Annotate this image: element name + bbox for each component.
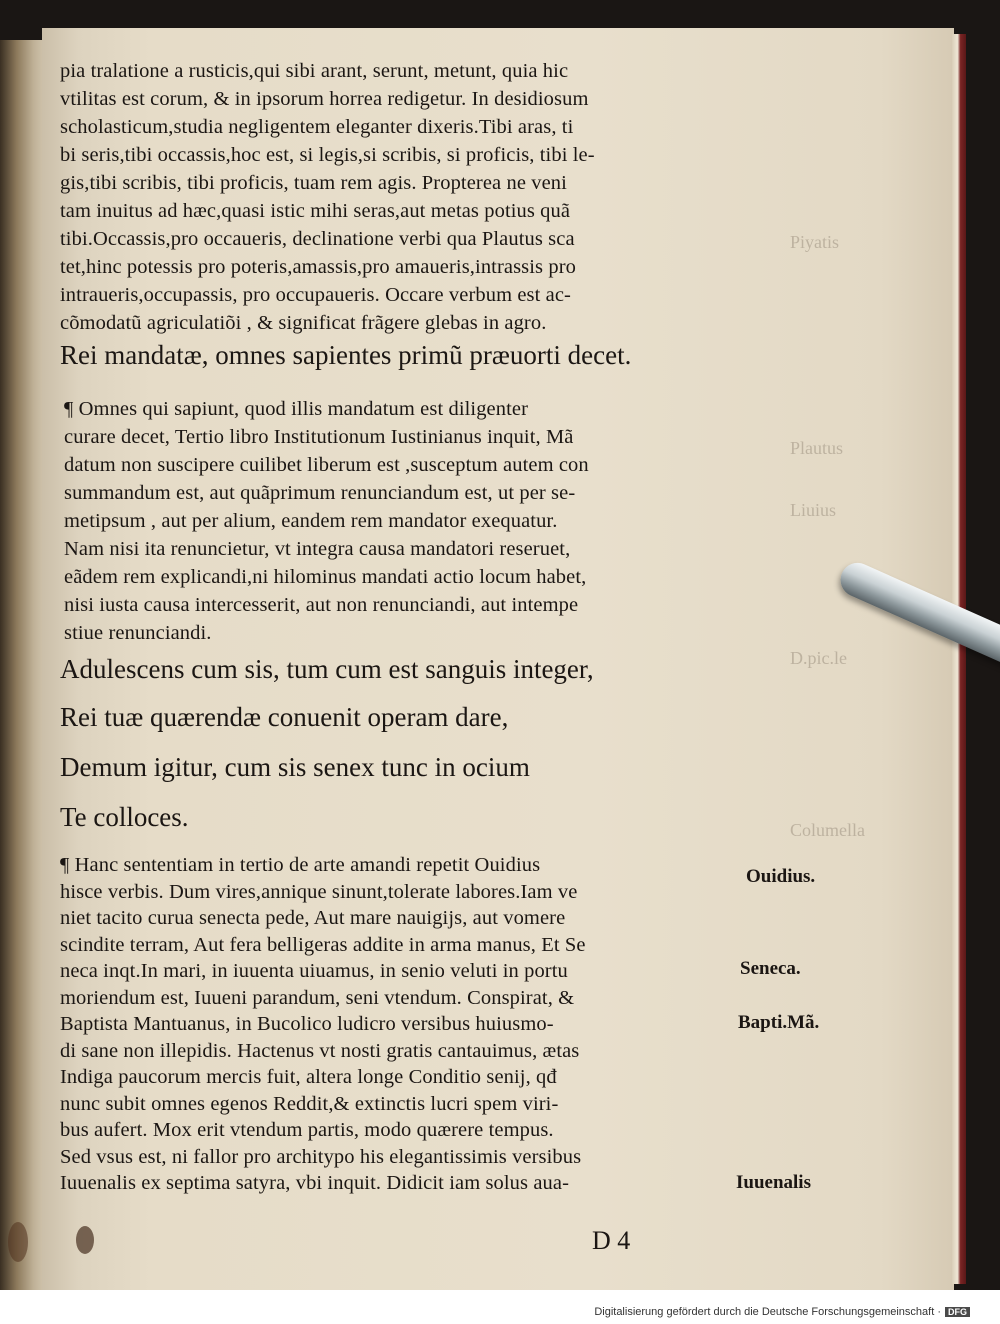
text-line: hisce verbis. Dum vires,annique sinunt,tolerate labores.Iam ve [60,880,578,903]
show-through-text: D.pic.le [790,648,847,668]
text-line: datum non suscipere cuilibet liberum est ,susceptum autem con [64,454,589,476]
verse-line: Adulescens cum sis, tum cum est sanguis integer, [60,654,594,684]
text-line: vtilitas est corum, & in ipsorum horrea redigetur. In desidiosum [60,88,589,110]
text-line: Nam nisi ita renuncietur, vt integra causa mandatori reseruet, [64,538,571,560]
text-line: Sed vsus est, ni fallor pro architypo his elegantissimis versibus [60,1145,582,1168]
dfg-logo: DFG [945,1307,970,1317]
text-line: metipsum , aut per alium, eandem rem mandator exequatur. [64,510,558,532]
verse-line: Rei tuæ quærendæ conuenit operam dare, [60,702,509,732]
show-through-text: Columella [790,820,865,840]
margin-note-baptista: Bapti.Mã. [738,1012,820,1033]
funding-text: Digitalisierung gefördert durch die Deutsche Forschungsgemeinschaft · [594,1306,941,1318]
text-line: cõmodatũ agriculatiõi , & significat frãgere glebas in agro. [60,312,547,334]
text-line: gis,tibi scribis, tibi proficis, tuam rem agis. Propterea ne veni [60,172,567,194]
text-line: Rei mandatæ, omnes sapientes primũ præuorti decet. [60,340,632,370]
verse-line: Te colloces. [60,802,189,832]
text-line: Indiga paucorum mercis fuit, altera longe Conditio senij, qđ [60,1066,557,1088]
show-through-text: Liuius [790,500,837,520]
text-line: intraueris,occupassis, pro occupaueris. Occare verbum est ac- [60,284,571,306]
text-line: moriendum est, Iuueni parandum, seni vtendum. Conspirat, & [60,986,575,1009]
text-line: summandum est, aut quãprimum renunciandum est, ut per se- [64,482,576,504]
margin-note-seneca: Seneca. [740,958,801,979]
stain [76,1226,94,1254]
text-line: nisi iusta causa intercesserit, aut non renunciandi, aut intempe [64,594,579,616]
text-line: di sane non illepidis. Hactenus vt nosti gratis cantauimus, ætas [60,1039,580,1062]
margin-note-ouidius: Ouidius. [746,866,816,887]
text-line: stiue renunciandi. [64,622,212,644]
text-line: tet,hinc potessis pro poteris,amassis,pro amaueris,intrassis pro [60,256,576,278]
text-line: nunc subit omnes egenos Reddit,& extinctis lucri spem viri- [60,1092,559,1115]
margin-note-iuuenalis: Iuuenalis [736,1172,811,1193]
text-line: Iuuenalis ex septima satyra, vbi inquit. Didicit iam solus aua- [60,1172,570,1194]
text-line: ¶ Omnes qui sapiunt, quod illis mandatum est diligenter [64,398,529,420]
text-line: ¶ Hanc sententiam in tertio de arte amandi repetit Ouidius [60,854,541,876]
text-line: pia tralatione a rusticis,qui sibi arant, serunt, metunt, quia hic [60,60,569,82]
signature-mark: D 4 [592,1226,631,1255]
text-line: scholasticum,studia negligentem eleganter dixeris.Tibi aras, ti [60,116,574,138]
funding-credit [594,1306,970,1318]
text-line: scindite terram, Aut fera belligeras addite in arma manus, Et Se [60,933,586,956]
show-through-text: Piyatis [790,232,840,252]
text-line: niet tacito curua senecta pede, Aut mare nauigijs, aut vomere [60,907,566,929]
page-right-edge [952,34,966,1284]
text-line: eãdem rem explicandi,ni hilominus mandati actio locum habet, [64,566,587,588]
stain [8,1222,28,1262]
show-through-text: Plautus [790,438,844,458]
text-line: Baptista Mantuanus, in Bucolico ludicro versibus huiusmo- [60,1013,554,1035]
text-line: bus aufert. Mox erit vtendum partis, modo quærere tempus. [60,1119,554,1141]
text-line: curare decet, Tertio libro Institutionum Iustinianus inquit, Mã [64,426,574,448]
text-line: tam inuitus ad hæc,quasi istic mihi seras,aut metas potius quã [60,200,571,222]
text-line: bi seris,tibi occassis,hoc est, si legis,si scribis, si proficis, tibi le- [60,144,595,166]
book-gutter [0,40,48,1290]
text-line: tibi.Occassis,pro occaueris, declinatione verbi qua Plautus sca [60,228,575,250]
verse-line: Demum igitur, cum sis senex tunc in ocium [60,752,530,782]
text-line: neca inqt.In mari, in iuuenta uiuamus, in senio veluti in portu [60,960,568,982]
